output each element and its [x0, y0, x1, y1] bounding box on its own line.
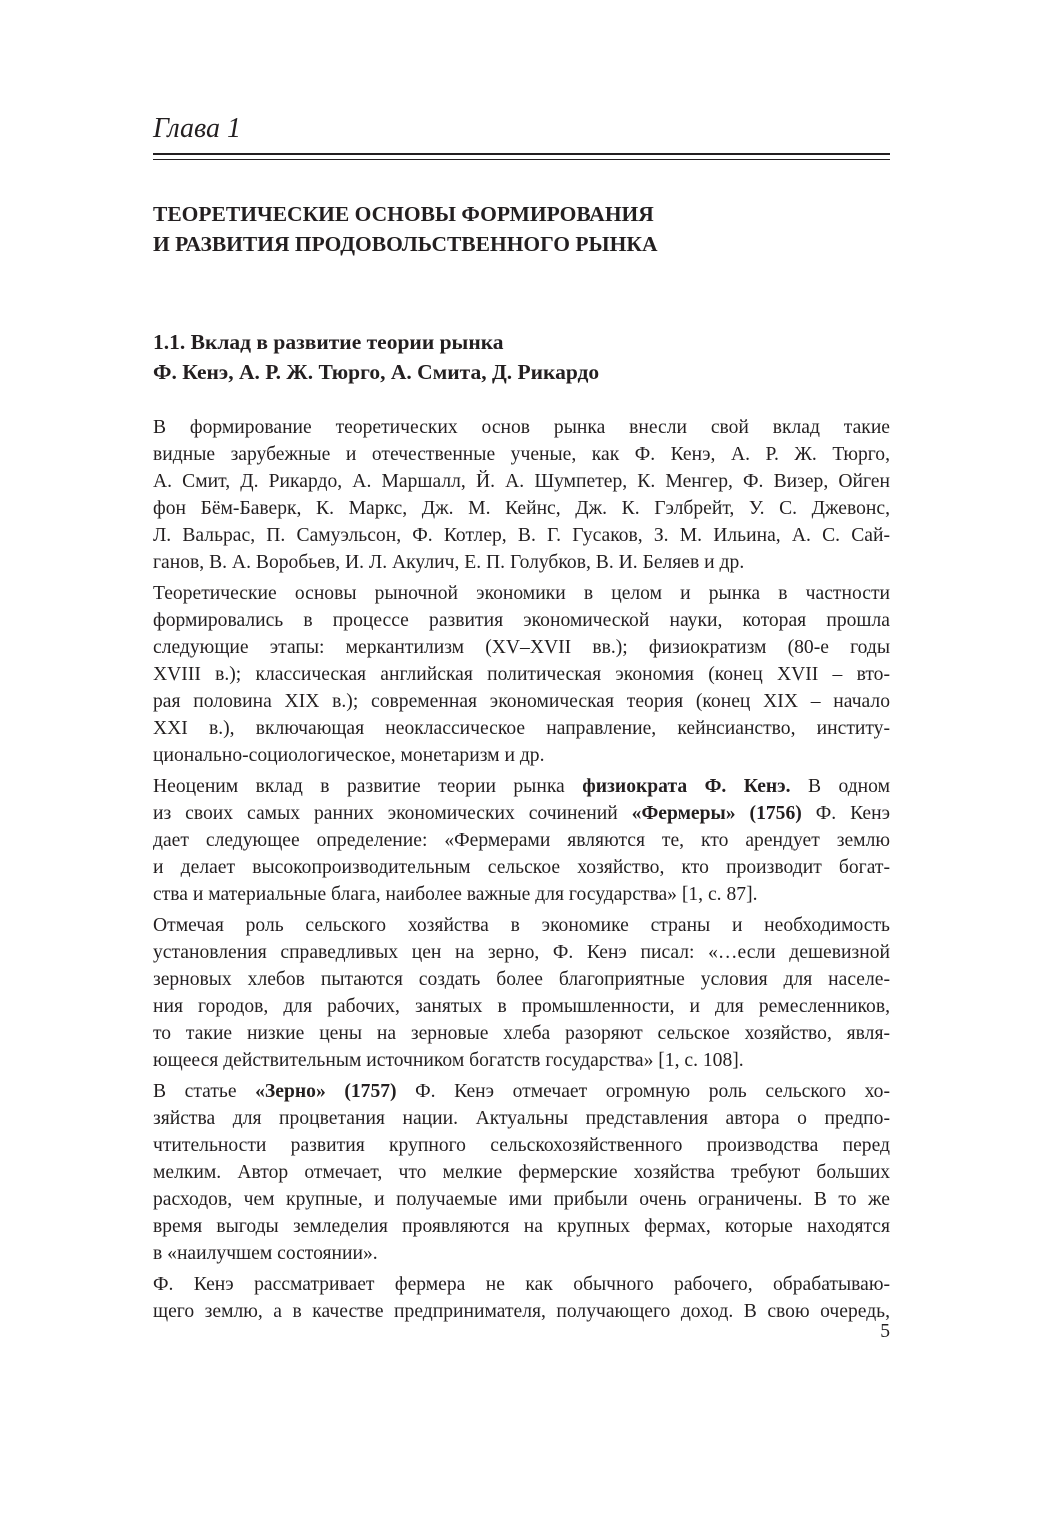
text-line: и делает высокопроизводительным сельское хозяйство, кто производит богат-	[153, 857, 890, 878]
bold-run: «Фермеры» (1756)	[631, 803, 802, 824]
text-run: В статье	[153, 1081, 256, 1102]
page-number: 5	[880, 1321, 890, 1342]
text-line: А. Смит, Д. Рикардо, А. Маршалл, Й. А. Шумпетер, К. Менгер, Ф. Визер, Ойген	[153, 471, 890, 492]
text-line	[153, 1078, 890, 1105]
text-line: Теоретические основы рыночной экономики в целом и рынка в частности	[153, 583, 890, 604]
text-line: фон Бём-Баверк, К. Маркс, Дж. М. Кейнс, Дж. К. Гэлбрейт, У. С. Джевонс,	[153, 498, 890, 519]
text-line: щего землю, а в качестве предпринимателя, получающего доход. В свою очередь,	[153, 1301, 890, 1322]
text-line: формировались в процессе развития экономической науки, которая прошла	[153, 610, 890, 631]
section-title	[153, 327, 599, 387]
paragraph-4	[153, 912, 890, 1074]
text-line: XVIII в.); классическая английская политическая экономия (конец XVII – вто-	[153, 664, 890, 685]
header-rule-thin	[153, 159, 890, 160]
chapter-title	[153, 199, 657, 259]
book-page	[153, 0, 890, 1530]
text-line	[153, 800, 890, 827]
text-run: Ф. Кенэ отмечает огромную роль сельского хо-	[396, 1081, 890, 1102]
text-line: Л. Вальрас, П. Самуэльсон, Ф. Котлер, В. Г. Гусаков, З. М. Ильина, А. С. Сай-	[153, 525, 890, 546]
text-line	[153, 773, 890, 800]
chapter-label: Глава 1	[153, 113, 241, 144]
text-line: Ф. Кенэ рассматривает фермера не как обычного рабочего, обрабатываю-	[153, 1274, 890, 1295]
paragraph-2	[153, 580, 890, 769]
header-rule-thick	[153, 153, 890, 155]
text-line: ства и материальные блага, наиболее важные для государства» [1, с. 87].	[153, 884, 758, 905]
bold-run: «Зерно» (1757)	[255, 1081, 397, 1102]
text-line: В формирование теоретических основ рынка внесли свой вклад такие	[153, 417, 890, 438]
paragraph-6	[153, 1271, 890, 1325]
text-line: зяйства для процветания нации. Актуальны представления автора о предпо-	[153, 1108, 890, 1129]
text-line: то такие низкие цены на зерновые хлеба разоряют сельское хозяйство, явля-	[153, 1023, 890, 1044]
text-line: Отмечая роль сельского хозяйства в экономике страны и необходимость	[153, 915, 890, 936]
text-line: ганов, В. А. Воробьев, И. Л. Акулич, Е. П. Голубков, В. И. Беляев и др.	[153, 552, 745, 573]
section-title-line: 1.1. Вклад в развитие теории рынка	[153, 330, 504, 354]
text-line: время выгоды земледелия проявляются на крупных фермах, которые находятся	[153, 1216, 890, 1237]
text-line: зерновых хлебов пытаются создать более благоприятные условия для населе-	[153, 969, 890, 990]
section-title-line: Ф. Кенэ, А. Р. Ж. Тюрго, А. Смита, Д. Рикардо	[153, 360, 600, 384]
text-line: ния городов, для рабочих, занятых в промышленности, и для ремесленников,	[153, 996, 890, 1017]
text-line: расходов, чем крупные, и получаемые ими прибыли очень ограничены. В то же	[153, 1189, 890, 1210]
text-run: В одном	[790, 776, 890, 797]
text-line: ющееся действительным источником богатств государства» [1, с. 108].	[153, 1050, 744, 1071]
text-line: дает следующее определение: «Фермерами являются те, кто арендует землю	[153, 830, 890, 851]
text-line: ционально-социологическое, монетаризм и др.	[153, 745, 545, 766]
text-line: установления справедливых цен на зерно, Ф. Кенэ писал: «…если дешевизной	[153, 942, 890, 963]
chapter-title-line: И РАЗВИТИЯ ПРОДОВОЛЬСТВЕННОГО РЫНКА	[153, 232, 658, 256]
text-line: мелким. Автор отмечает, что мелкие фермерские хозяйства требуют больших	[153, 1162, 890, 1183]
text-run: Ф. Кенэ	[801, 803, 891, 824]
text-run: Неоценим вклад в развитие теории рынка	[153, 776, 583, 797]
text-line: чтительности развития крупного сельскохозяйственного производства перед	[153, 1135, 890, 1156]
text-line: XXI в.), включающая неоклассическое направление, кейнсианство, институ-	[153, 718, 890, 739]
text-line: следующие этапы: меркантилизм (XV–XVII вв.); физиократизм (80-е годы	[153, 637, 890, 658]
text-run: из своих самых ранних экономических сочинений	[153, 803, 632, 824]
chapter-title-line: ТЕОРЕТИЧЕСКИЕ ОСНОВЫ ФОРМИРОВАНИЯ	[153, 202, 654, 226]
paragraph-5	[153, 1078, 890, 1267]
text-line: в «наилучшем состоянии».	[153, 1243, 378, 1264]
text-line: видные зарубежные и отечественные ученые, как Ф. Кенэ, А. Р. Ж. Тюрго,	[153, 444, 890, 465]
paragraph-1	[153, 414, 890, 576]
paragraph-3	[153, 773, 890, 908]
text-line: рая половина XIX в.); современная экономическая теория (конец XIX – начало	[153, 691, 890, 712]
bold-run: физиократа Ф. Кенэ.	[582, 776, 791, 797]
body-text	[153, 414, 890, 1329]
